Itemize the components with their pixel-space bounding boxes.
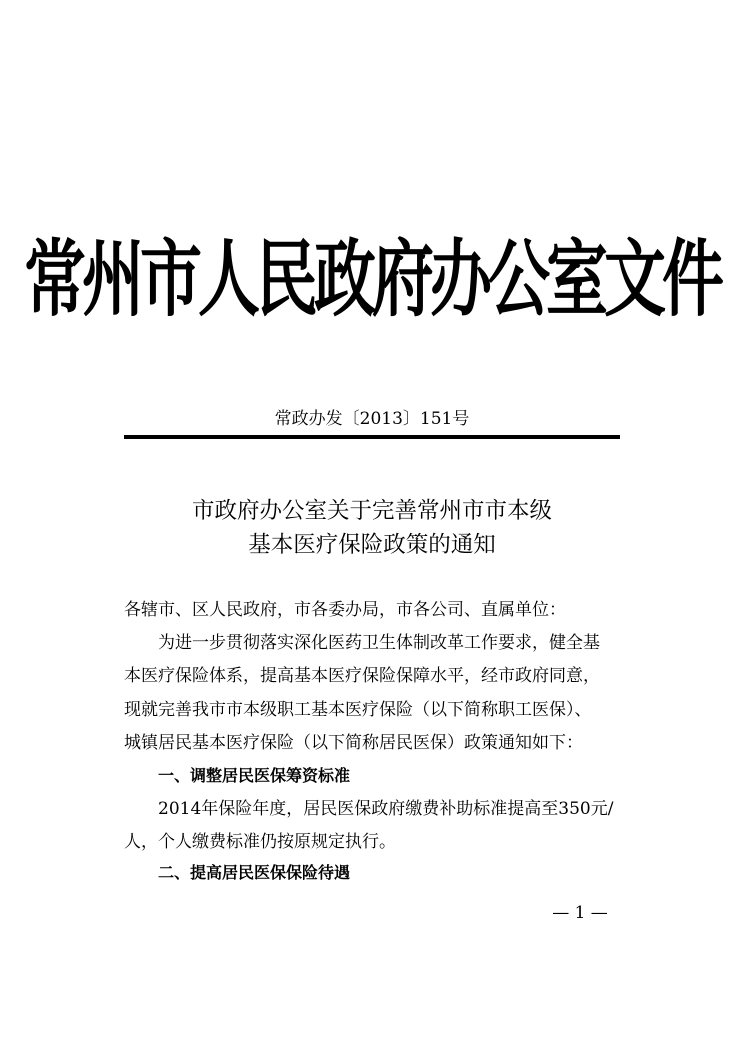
- intro-line-2: 本医疗保险体系，提高基本医疗保险保障水平，经市政府同意，: [124, 666, 600, 686]
- section-1-line-1: 2014年保险年度，居民医保政府缴费补助标准提高至350元/: [158, 799, 614, 819]
- section-1-line-2: 人，个人缴费标准仍按原规定执行。: [124, 832, 396, 852]
- document-title-line-2: 基本医疗保险政策的通知: [248, 532, 496, 558]
- intro-line-3: 现就完善我市市本级职工基本医疗保险（以下简称职工医保）、: [124, 700, 592, 720]
- section-2-heading: 二、提高居民医保保险待遇: [158, 863, 351, 882]
- document-title-line-1: 市政府办公室关于完善常州市市本级: [191, 498, 552, 524]
- addressee-line: 各辖市、区人民政府，市各委办局，市各公司、直属单位：: [124, 600, 566, 620]
- document-number: 常政办发〔2013〕151号: [274, 409, 470, 429]
- intro-line-1: 为进一步贯彻落实深化医药卫生体制改革工作要求，健全基: [158, 633, 600, 653]
- page-number: — 1 —: [552, 903, 608, 923]
- intro-line-4: 城镇居民基本医疗保险（以下简称居民医保）政策通知如下：: [124, 733, 583, 753]
- document-masthead: 常州市人民政府办公室文件: [23, 229, 720, 329]
- section-1-heading: 一、调整居民医保筹资标准: [158, 766, 351, 785]
- header-divider: [124, 435, 620, 439]
